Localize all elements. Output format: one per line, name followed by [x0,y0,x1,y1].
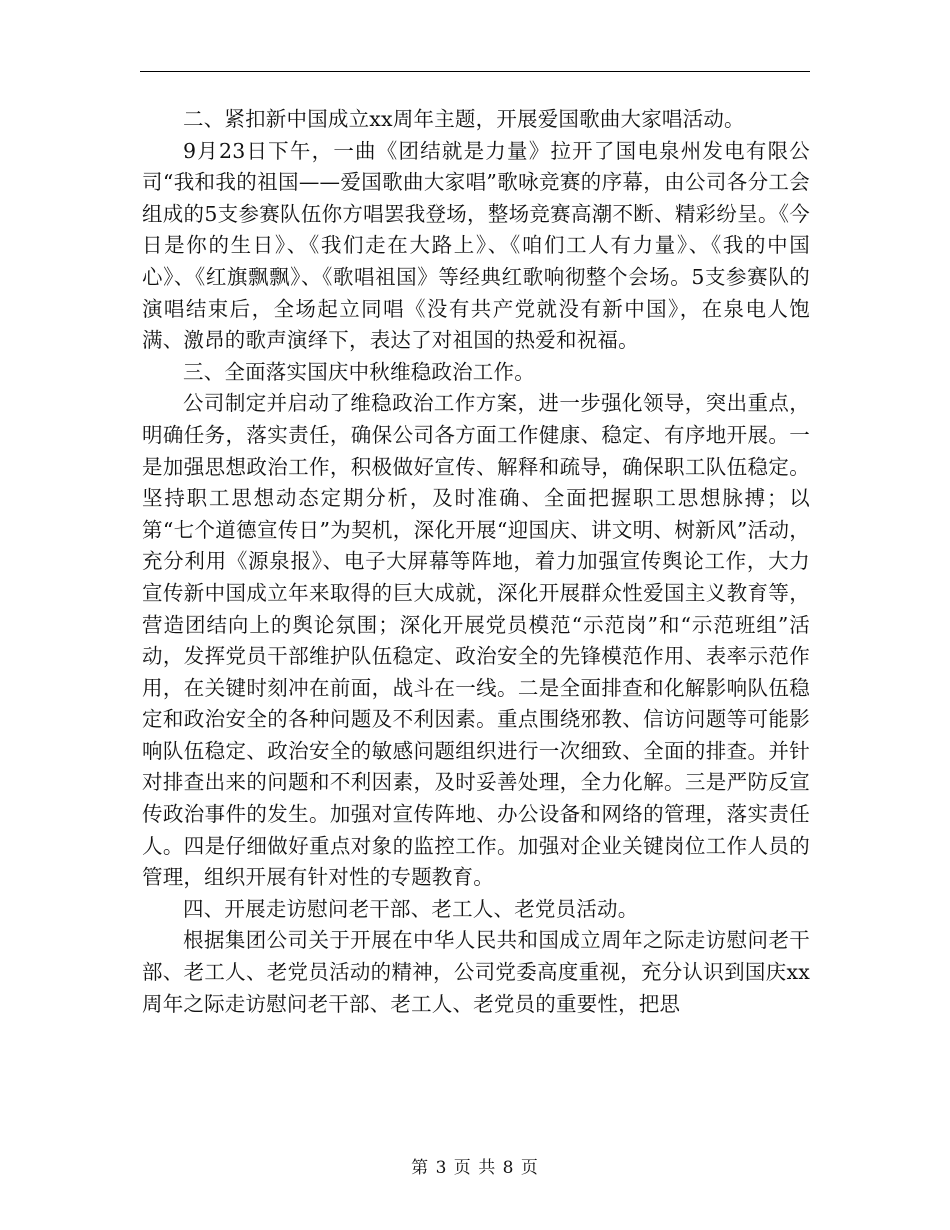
paragraph-visits: 根据集团公司关于开展在中华人民共和国成立周年之际走访慰问老干部、老工人、老党员活动的精神，公司党委高度重视，充分认识到国庆xx周年之际走访慰问老干部、老工人、老党员的重要性，把思 [142,928,810,1016]
section-heading-two: 二、紧扣新中国成立xx周年主题，开展爱国歌曲大家唱活动。 [183,107,745,131]
page-number-footer: 第 3 页 共 8 页 [411,1158,539,1178]
paragraph-song-contest: 9月23日下午，一曲《团结就是力量》拉开了国电泉州发电有限公司“我和我的祖国——爱国歌曲大家唱”歌咏竞赛的序幕，由公司各分工会组成的5支参赛队伍你方唱罢我登场，整场竞赛高潮不断、精彩纷呈。《今日是你的生日》、《我们走在大路上》、《咱们工人有力量》、《我的中国心》、《红旗飘飘》、《歌唱祖国》等经典红歌响彻整个会场。5支参赛队的演唱结束后，全场起立同唱《没有共产党就没有新中国》，在泉电人饱满、激昂的歌声演绎下，表达了对祖国的热爱和祝福。 [142,138,810,353]
paragraph-stability-work: 公司制定并启动了维稳政治工作方案，进一步强化领导，突出重点，明确任务，落实责任，确保公司各方面工作健康、稳定、有序地开展。一是加强思想政治工作，积极做好宣传、解释和疏导，确保职工队伍稳定。坚持职工思想动态定期分析，及时准确、全面把握职工思想脉搏；以第“七个道德宣传日”为契机，深化开展“迎国庆、讲文明、树新风”活动，充分利用《源泉报》、电子大屏幕等阵地，着力加强宣传舆论工作，大力宣传新中国成立年来取得的巨大成就，深化开展群众性爱国主义教育等，营造团结向上的舆论氛围；深化开展党员模范“示范岗”和“示范班组”活动，发挥党员干部维护队伍稳定、政治安全的先锋模范作用、表率示范作用，在关键时刻冲在前面，战斗在一线。二是全面排查和化解影响队伍稳定和政治安全的各种问题及不利因素。重点围绕邪教、信访问题等可能影响队伍稳定、政治安全的敏感问题组织进行一次细致、全面的排查。并针对排查出来的问题和不利因素，及时妥善处理，全力化解。三是严防反宣传政治事件的发生。加强对宣传阵地、办公设备和网络的管理，落实责任人。四是仔细做好重点对象的监控工作。加强对企业关键岗位工作人员的管理，组织开展有针对性的专题教育。 [142,391,810,890]
section-heading-three: 三、全面落实国庆中秋维稳政治工作。 [183,359,535,384]
section-heading-four: 四、开展走访慰问老干部、老工人、老党员活动。 [183,896,639,921]
document-body [142,104,810,1020]
header-rule [140,71,810,72]
